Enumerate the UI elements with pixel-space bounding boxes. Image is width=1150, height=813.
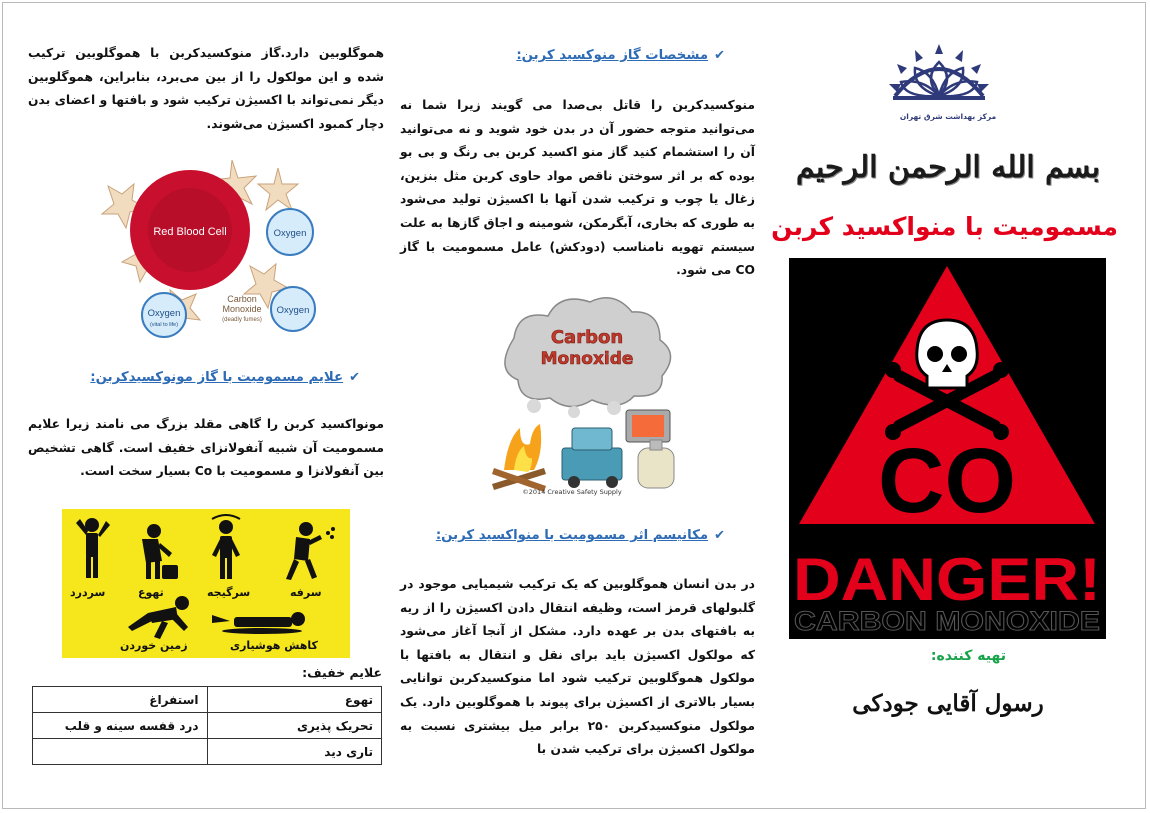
campfire-icon — [492, 424, 546, 492]
co-star-2 — [258, 168, 298, 210]
co-label-2: Monoxide — [222, 304, 262, 314]
main-title: مسمومیت با منواکسید کربن — [771, 212, 1118, 241]
figure-label-unconscious: کاهش هوشیاری — [230, 639, 318, 652]
cough-figure — [286, 522, 335, 580]
properties-paragraph: منوکسیدکربن را قاتل بی‌صدا می گویند زیرا شما نه می‌توانید متوجه حضور آن در بدن خود شوید و نه می‌توانید آن را استشمام کنید گاز منو اکسید کربن بی رنگ و بی بو بوده که بر اثر سوختن ناقص مواد حاوی کربن مثل بنزین، زغال یا چوب و ترکیب شدن آنها با اکسیژن تولید می‌شود به طوری که بخاری، آبگرمکن، شومینه و اجاق گازها به علت سیستم تهویه نامناسب (دودکش) عامل مسمومیت با گاز CO می شود. — [400, 98, 755, 278]
properties-heading — [516, 48, 725, 63]
falling-figure — [128, 596, 189, 639]
copyright-text: ©2014 Creative Safety Supply — [522, 488, 622, 496]
middle-column — [400, 0, 755, 813]
cloud-text-1: Carbon — [550, 327, 624, 348]
oxygen-label-2: Oxygen — [276, 305, 310, 316]
figure-label-headache: سردرد — [70, 586, 106, 599]
checkmark-icon: ✔ — [714, 48, 725, 63]
sign-co-text: CO — [878, 430, 1016, 532]
co-sub-label: (deadly fumes) — [222, 317, 262, 323]
table-cell — [33, 739, 208, 765]
co-cloud-illustration — [474, 288, 692, 498]
headache-figure — [76, 518, 110, 578]
table-cell: درد قفسه سینه و قلب — [33, 713, 208, 739]
left-intro-paragraph: هموگلوبین دارد.گاز منوکسیدکربن با هموگلوبین ترکیب شده و این مولکول را از بین می‌برد، بنابراین، هموگلوبین دیگر نمی‌تواند با اکسیژن ترکیب شود و بافتها و اعضای بدن دچار کمبود اکسیژن می‌شوند. — [28, 46, 384, 131]
mild-symptoms-table — [32, 686, 382, 765]
sign-subtitle-text: CARBON MONOXIDE — [794, 606, 1100, 636]
symptoms-poster — [62, 509, 350, 658]
mechanism-heading-text: مکانیسم اثر مسمومیت با منواکسید کربن: — [435, 528, 709, 543]
heater-icon — [626, 410, 670, 442]
oxygen-label-3: Oxygen — [147, 308, 181, 319]
logo-caption: مرکز بهداشت شرق تهران — [899, 112, 997, 121]
sign-danger-text: DANGER! — [793, 546, 1101, 613]
unconscious-figure — [212, 612, 305, 634]
gas-tank-icon — [638, 440, 674, 488]
table-row — [33, 713, 382, 739]
cloud-text-2: Monoxide — [540, 349, 634, 369]
properties-heading-text: مشخصات گاز منوکسید کربن: — [516, 48, 709, 63]
table-row — [33, 739, 382, 765]
oxygen-label-1: Oxygen — [273, 228, 307, 239]
figure-label-falling: زمین خوردن — [120, 639, 188, 652]
mechanism-heading — [436, 528, 725, 543]
nausea-figure — [142, 524, 178, 579]
oxygen-sub-label: (vital to life) — [149, 322, 179, 328]
mechanism-paragraph: در بدن انسان هموگلوبین که یک ترکیب شیمیایی موجود در گلبولهای قرمز است، وظیفه انتقال دادن اکسیژن را از ریه به بافتهای بدن بر عهده دارد. مشکل از آنجا آغاز می‌شود که مولکول اکسیژن باید برای نقل و انتقال به بافتها با مولکول هموگلوبین ترکیب شود اما منوکسیدکربن توانایی بسیار بالاتری از اکسیژن برای پیوند با هموگلوبین دارد. یک مولکول منوکسیدکربن ۲۵۰ برابر میل بیشتری نسبت به مولکول اکسیژن برای ترکیب شدن با — [400, 577, 755, 757]
figure-label-nausea: تهوع — [138, 586, 164, 599]
table-cell: تاری دید — [207, 739, 382, 765]
figure-label-cough: سرفه — [290, 586, 322, 599]
right-column — [771, 0, 1118, 813]
table-cell: تهوع — [207, 687, 382, 713]
checkmark-icon: ✔ — [714, 528, 725, 543]
table-cell: استفراغ — [33, 687, 208, 713]
symptoms-paragraph: مونواکسید کربن را گاهی مقلد بزرگ می نامند زیرا علایم مسمومیت آن شبیه آنفولانزای خفیف است. گاهی تشخیص بین آنفولانزا و مسمومیت با Co بسیار سخت است. — [28, 417, 384, 479]
author-name: رسول آقایی جودکی — [852, 690, 1044, 717]
danger-sign — [789, 258, 1106, 639]
mild-symptoms-label: علایم خفیف: — [302, 665, 382, 680]
generator-icon — [562, 428, 622, 488]
dizziness-figure — [212, 515, 240, 579]
symptoms-heading-text: علایم مسمومیت با گاز مونوکسیدکربن: — [90, 370, 344, 385]
red-blood-cell-diagram — [100, 158, 325, 342]
figure-label-dizziness: سرگیجه — [207, 586, 251, 599]
left-column — [28, 0, 384, 813]
health-center-logo-icon — [883, 38, 995, 110]
table-cell: تحریک پذیری — [207, 713, 382, 739]
cell-label: Red Blood Cell — [153, 226, 227, 238]
bismillah-title: بسم الله الرحمن الرحیم — [795, 150, 1101, 185]
table-row — [33, 687, 382, 713]
co-label-1: Carbon — [227, 294, 257, 304]
symptoms-heading — [90, 370, 360, 385]
author-label: تهیه کننده: — [930, 648, 1006, 664]
checkmark-icon: ✔ — [349, 370, 360, 385]
